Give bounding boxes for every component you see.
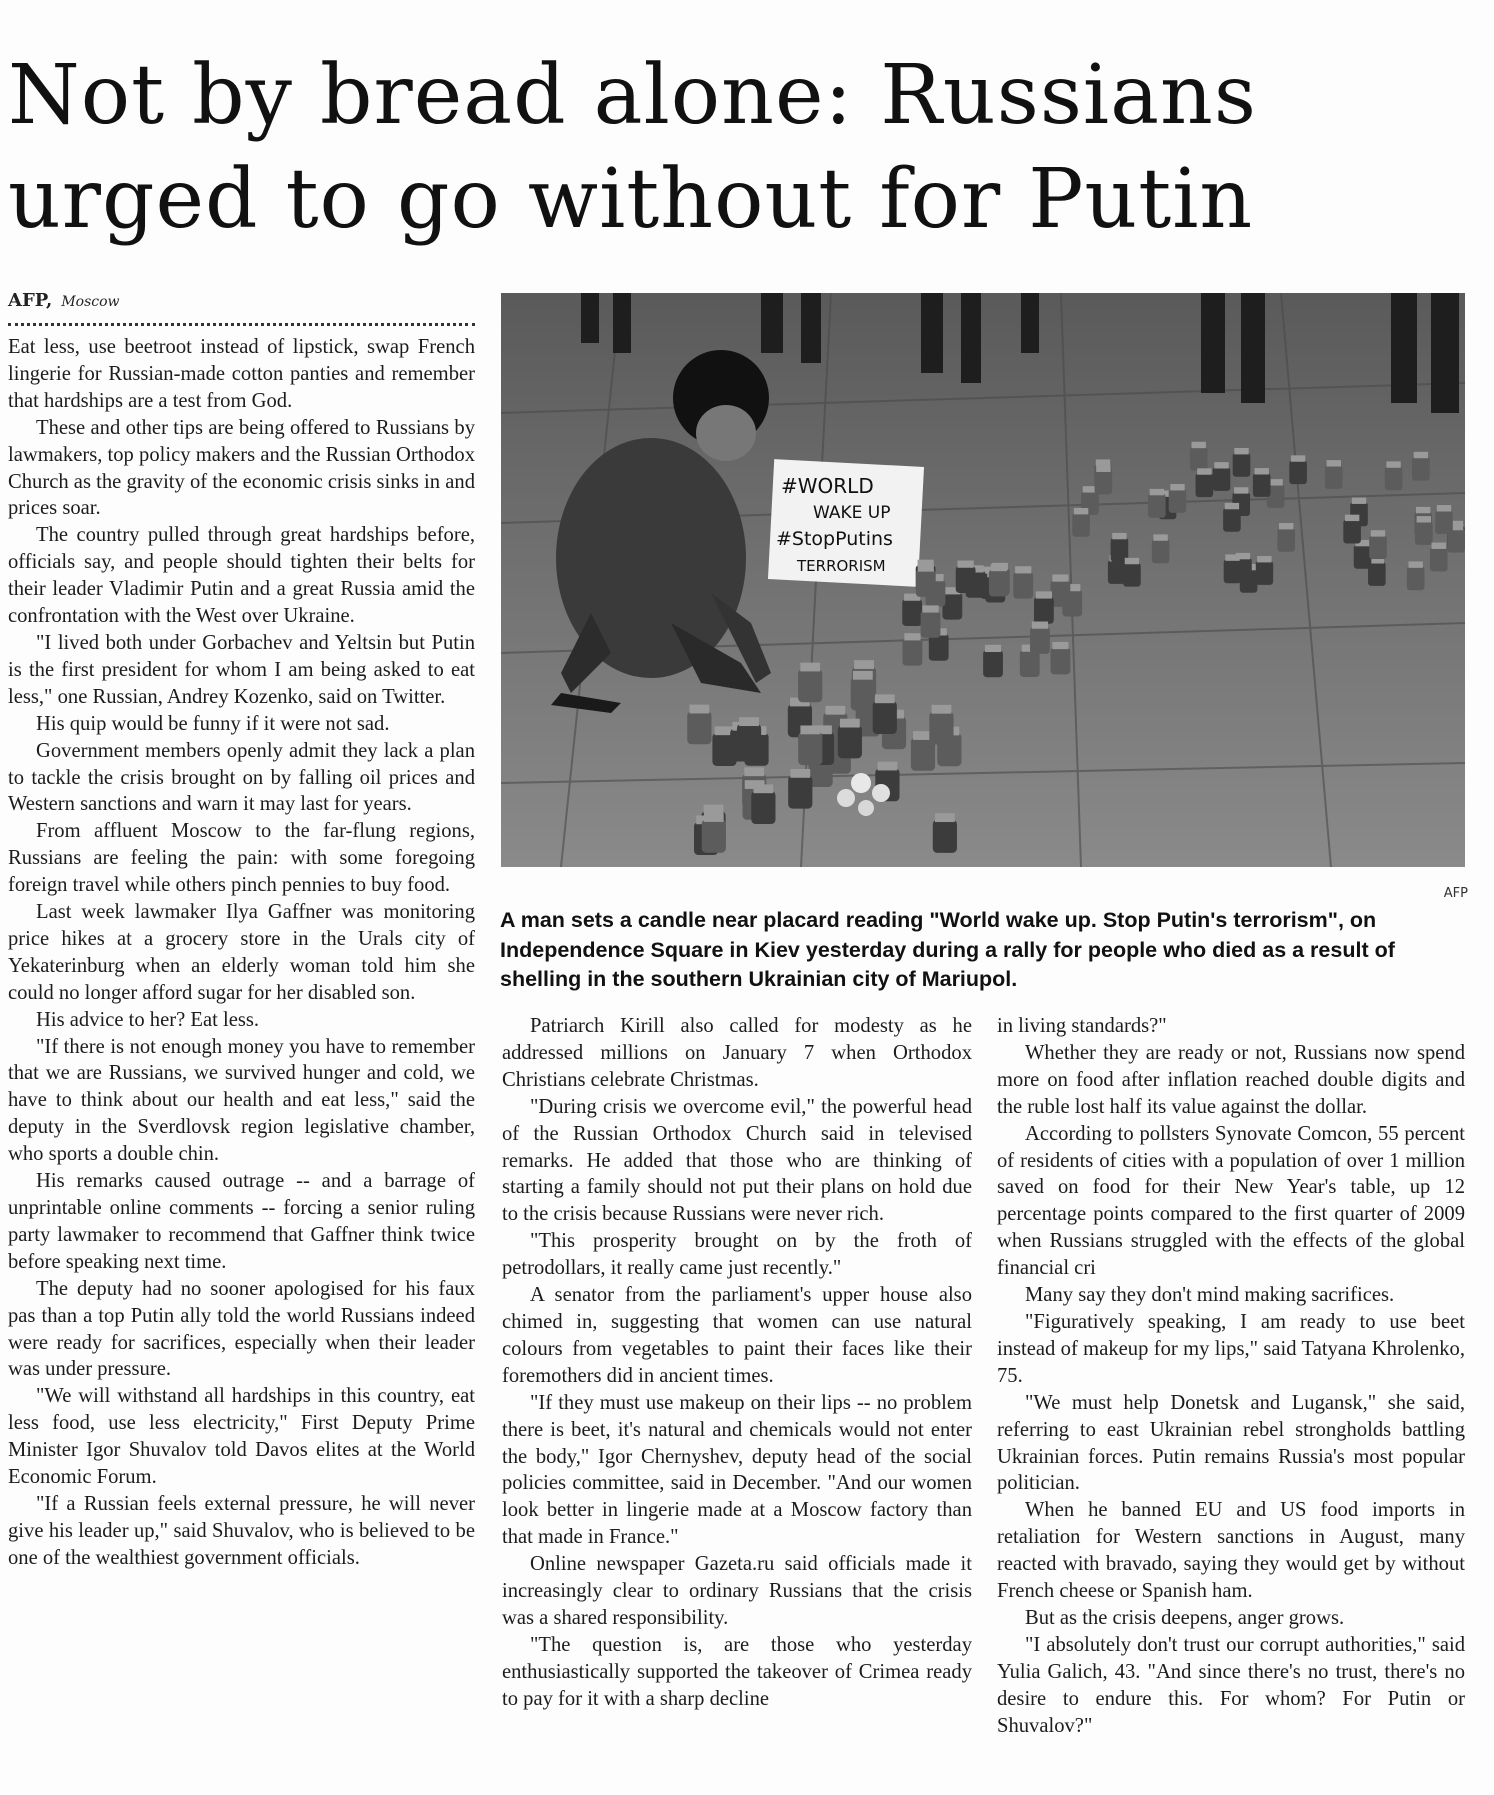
candle xyxy=(902,599,922,626)
candle xyxy=(702,820,726,853)
headline xyxy=(8,44,1488,252)
candle-lid xyxy=(1125,558,1139,564)
candle-lid xyxy=(1036,591,1052,598)
candle-lid xyxy=(1352,498,1366,504)
article-column-1 xyxy=(8,334,475,1784)
candle-lid xyxy=(1327,460,1341,466)
candle-lid xyxy=(935,813,955,822)
candle xyxy=(933,820,957,853)
candle-lid xyxy=(875,694,895,703)
candle xyxy=(1407,566,1425,590)
candle-lid xyxy=(1437,505,1451,511)
paragraph: "Figuratively speaking, I am ready to use beet instead of makeup for my lips," said Tatyana Khrolenko, 75. xyxy=(997,1310,1465,1387)
paragraph: His quip would be funny if it were not sad. xyxy=(36,712,390,735)
candle-lid xyxy=(790,769,810,778)
candle-lid xyxy=(904,633,920,640)
candle xyxy=(1020,650,1040,677)
paragraph: "We must help Donetsk and Lugansk," she said, referring to east Ukrainian rebel strongholds battling Ukrainian forces. Putin remains Russia's most popular politician. xyxy=(997,1391,1465,1495)
candle xyxy=(788,776,812,809)
candle-lid xyxy=(1268,479,1282,485)
candle-lid xyxy=(918,564,934,571)
candle xyxy=(1412,457,1430,481)
candle-lid xyxy=(1416,507,1430,513)
photo-credit: AFP xyxy=(1443,886,1468,901)
candle xyxy=(798,669,822,702)
byline-divider xyxy=(8,323,475,326)
paragraph: "We will withstand all hardships in this country, eat less food, use less electricity," First Deputy Prime Minister Igor Shuvalov told Davos elites at the World Economic Forum. xyxy=(8,1385,475,1489)
candle-lid xyxy=(991,564,1007,571)
candle xyxy=(1325,465,1343,489)
candle-lid xyxy=(1192,442,1206,448)
candle-lid xyxy=(1225,503,1239,509)
candle xyxy=(751,791,775,824)
paragraph: The deputy had no sooner apologised for his faux pas than a top Putin ally told the world Russians indeed were ready for sacrifices, especially when their leader was under pressure. xyxy=(8,1277,475,1381)
candle-lid xyxy=(739,717,759,726)
candle-lid xyxy=(1074,508,1088,514)
candle-lid xyxy=(825,706,845,715)
candle-lid xyxy=(1234,487,1248,493)
candle xyxy=(838,725,862,758)
placard-text-1: #WORLD xyxy=(781,474,874,498)
candle-lid xyxy=(1414,452,1428,458)
candle xyxy=(1277,528,1295,552)
candle-lid xyxy=(1214,462,1228,468)
candle-lid xyxy=(753,784,773,793)
candle xyxy=(1123,563,1141,587)
candle-lid xyxy=(1096,466,1110,472)
paragraph: His advice to her? Eat less. xyxy=(36,1008,260,1031)
candle-lid xyxy=(958,561,974,568)
candle xyxy=(1430,547,1448,571)
candle-lid xyxy=(1170,484,1184,490)
candle xyxy=(1369,535,1387,559)
candle-lid xyxy=(1153,534,1167,540)
candle xyxy=(873,701,897,734)
paragraph: in living standards?" xyxy=(997,1015,1167,1037)
candle-lid xyxy=(704,805,724,814)
candle xyxy=(737,724,761,757)
paragraph: These and other tips are being offered to Russians by lawmakers, top policy makers and the Russian Orthodox Church as the gravity of the economic crisis sinks in and prices soar. xyxy=(8,416,475,520)
candle-lid xyxy=(1291,455,1305,461)
candle-lid xyxy=(744,767,764,776)
candle-lid xyxy=(1345,515,1359,521)
candle-lid xyxy=(922,605,938,612)
candle-lid xyxy=(985,645,1001,652)
candle-lid xyxy=(1417,516,1431,522)
candle xyxy=(1289,460,1307,484)
candle xyxy=(1030,627,1050,654)
candle xyxy=(1224,559,1242,583)
candle xyxy=(1148,494,1166,518)
candle xyxy=(903,639,923,666)
candle-lid xyxy=(1371,530,1385,536)
candle-lid xyxy=(840,719,860,728)
paragraph: "I lived both under Gorbachev and Yeltsin but Putin is the first president for whom I am being asked to eat less," one Russian, Andrey Kozenko, said on Twitter. xyxy=(8,631,475,708)
candle xyxy=(1190,447,1208,471)
candle-lid xyxy=(1032,622,1048,629)
candle-lid xyxy=(1052,574,1068,581)
candle xyxy=(916,570,936,597)
candle-lid xyxy=(1234,448,1248,454)
byline xyxy=(8,290,478,311)
paragraph: Government members openly admit they lack a plan to tackle the crisis brought on by falling oil prices and Western sanctions and warn it may last for years. xyxy=(8,739,475,816)
candle-lid xyxy=(689,705,709,714)
candle xyxy=(1213,467,1231,491)
candle xyxy=(1051,647,1071,674)
candle xyxy=(1152,539,1170,563)
candle xyxy=(1415,521,1433,545)
byline-place: Moscow xyxy=(61,294,120,310)
paragraph: His remarks caused outrage -- and a barrage of unprintable online comments -- forcing a senior ruling party lawmaker to recommend that Gaffner think twice before speaking next time. xyxy=(8,1170,475,1273)
paragraph: From affluent Moscow to the far-flung regions, Russians are feeling the pain: with some foregoing foreign travel while others pinch pennies to buy food. xyxy=(8,820,475,897)
paragraph: Eat less, use beetroot instead of lipstick, swap French lingerie for Russian-made cotton panties and remember that hardships are a test from God. xyxy=(8,336,475,412)
paragraph: According to pollsters Synovate Comcon, 55 percent of residents of cities with a population of over 1 million saved on food for their New Year's table, up 12 percentage points compared to the first quarter of 2009 when Russians struggled with the effects of the global financial cri xyxy=(997,1122,1465,1280)
candle xyxy=(1435,510,1453,534)
headline-line-2: urged to go without for Putin xyxy=(8,152,1254,247)
paragraph: "During crisis we overcome evil," the powerful head of the Russian Orthodox Church said in televised remarks. He added that those who are thinking of starting a family should not put their plans on hold due to the crisis because Russians were never rich. xyxy=(502,1095,972,1226)
photo-illustration xyxy=(501,293,1465,867)
candle-lid xyxy=(1015,566,1031,573)
paragraph: Patriarch Kirill also called for modesty as he addressed millions on January 7 when Orthodox Christians celebrate Christmas. xyxy=(502,1015,972,1091)
paragraph: Online newspaper Gazeta.ru said officials made it increasingly clear to ordinary Russians that the crisis was a shared responsibility. xyxy=(502,1553,972,1629)
candle-lid xyxy=(1255,468,1269,474)
candle-lid xyxy=(1408,561,1422,567)
candle xyxy=(1253,473,1271,497)
candle-lid xyxy=(878,762,898,771)
candle xyxy=(687,711,711,744)
paragraph: The country pulled through great hardships before, officials say, and people should tighten their belts for their leader Vladimir Putin and a great Russia amid the confrontation with the West over Ukraine. xyxy=(8,524,475,628)
paragraph: Last week lawmaker Ilya Gaffner was monitoring price hikes at a grocery store in the Urals city of Yekaterinburg when an elderly woman told him she could no longer afford sugar for her disabled son. xyxy=(8,901,475,1004)
candle-lid xyxy=(853,671,873,680)
photo-caption: A man sets a candle near placard reading "World wake up. Stop Putin's terrorism", on Independence Square in Kiev yesterday during a rally for people who died as a result of shelling in the southern Ukrainian city of Mariupol. xyxy=(500,908,1395,991)
paragraph: "The question is, are those who yesterday enthusiastically supported the takeover of Crimea ready to pay for it with a sharp decline xyxy=(502,1633,972,1710)
candle xyxy=(1095,470,1113,494)
candle xyxy=(983,650,1003,677)
candle-lid xyxy=(1197,468,1211,474)
article-column-2 xyxy=(502,1013,972,1785)
candle xyxy=(1256,561,1274,585)
candle-lid xyxy=(1225,554,1239,560)
candle xyxy=(1385,466,1403,490)
candle xyxy=(1354,545,1372,569)
paragraph: But as the crisis deepens, anger grows. xyxy=(1025,1606,1345,1629)
byline-agency: AFP, xyxy=(8,290,53,311)
candle-lid xyxy=(1096,459,1110,465)
candle xyxy=(1343,519,1361,543)
candle xyxy=(851,677,875,710)
paragraph: "If a Russian feels external pressure, he will never give his leader up," said Shuvalov, who is believed to be one of the wealthiest government officials. xyxy=(8,1492,475,1569)
candle xyxy=(989,569,1009,596)
candle xyxy=(1034,597,1054,624)
candle-lid xyxy=(1279,523,1293,529)
paragraph: "This prosperity brought on by the froth of petrodollars, it really came just recently." xyxy=(502,1230,972,1280)
candle xyxy=(921,611,941,638)
candle xyxy=(942,593,962,620)
paragraph: A senator from the parliament's upper house also chimed in, suggesting that women can use natural colours from vegetables to paint their faces like their foremothers did in ancient times. xyxy=(502,1284,972,1387)
candle-lid xyxy=(1112,533,1126,539)
candle-lid xyxy=(800,725,820,734)
candle-lid xyxy=(932,705,952,714)
paragraph: "I absolutely don't trust our corrupt authorities," said Yulia Galich, 43. "And since there's no trust, there's no desire to endure this. For whom? For Putin or Shuvalov?" xyxy=(997,1633,1465,1737)
candle-lid xyxy=(854,660,874,669)
candle xyxy=(1196,473,1214,497)
candle xyxy=(929,711,953,744)
candle xyxy=(1169,489,1187,513)
candle xyxy=(798,732,822,765)
candle xyxy=(1108,560,1126,584)
candle xyxy=(1072,513,1090,537)
candle-lid xyxy=(1432,543,1446,549)
paragraph: "If they must use makeup on their lips -- no problem there is beet, it's natural and chemicals would not enter the body," Igor Chernyshev, deputy head of the social policies committee, said in December. "And our women look better in lingerie made at a Moscow factory than that made in France." xyxy=(502,1391,972,1549)
candle-lid xyxy=(1150,489,1164,495)
candle-lid xyxy=(704,813,724,822)
candle xyxy=(1013,572,1033,599)
news-photo xyxy=(501,293,1465,867)
placard-text-3: #StopPutins xyxy=(776,528,893,550)
placard xyxy=(768,459,924,587)
paragraph: When he banned EU and US food imports in retaliation for Western sanctions in August, many reacted with bravado, saying they would get by without French cheese or Spanish ham. xyxy=(997,1499,1465,1603)
headline-line-1: Not by bread alone: Russians xyxy=(8,48,1257,143)
paragraph: Many say they don't mind making sacrifices. xyxy=(1025,1284,1395,1307)
candle-lid xyxy=(1052,642,1068,649)
candle xyxy=(956,566,976,593)
paragraph: Whether they are ready or not, Russians now spend more on food after inflation reached double digits and the ruble lost half its value against the dollar. xyxy=(997,1041,1465,1118)
paragraph: "If there is not enough money you have to remember that we are Russians, we survived hunger and cold, we have to think about our health and eat less," said the deputy in the Sverdlovsk region legislative chamber, who sports a double chin. xyxy=(8,1035,475,1166)
candle xyxy=(1233,453,1251,477)
placard-text-4: TERRORISM xyxy=(797,557,886,575)
candle-lid xyxy=(1386,461,1400,467)
article-column-3 xyxy=(997,1013,1465,1785)
candle-lid xyxy=(800,663,820,672)
candle xyxy=(1223,508,1241,532)
candle-lid xyxy=(1257,556,1271,562)
placard-text-2: WAKE UP xyxy=(813,503,891,523)
